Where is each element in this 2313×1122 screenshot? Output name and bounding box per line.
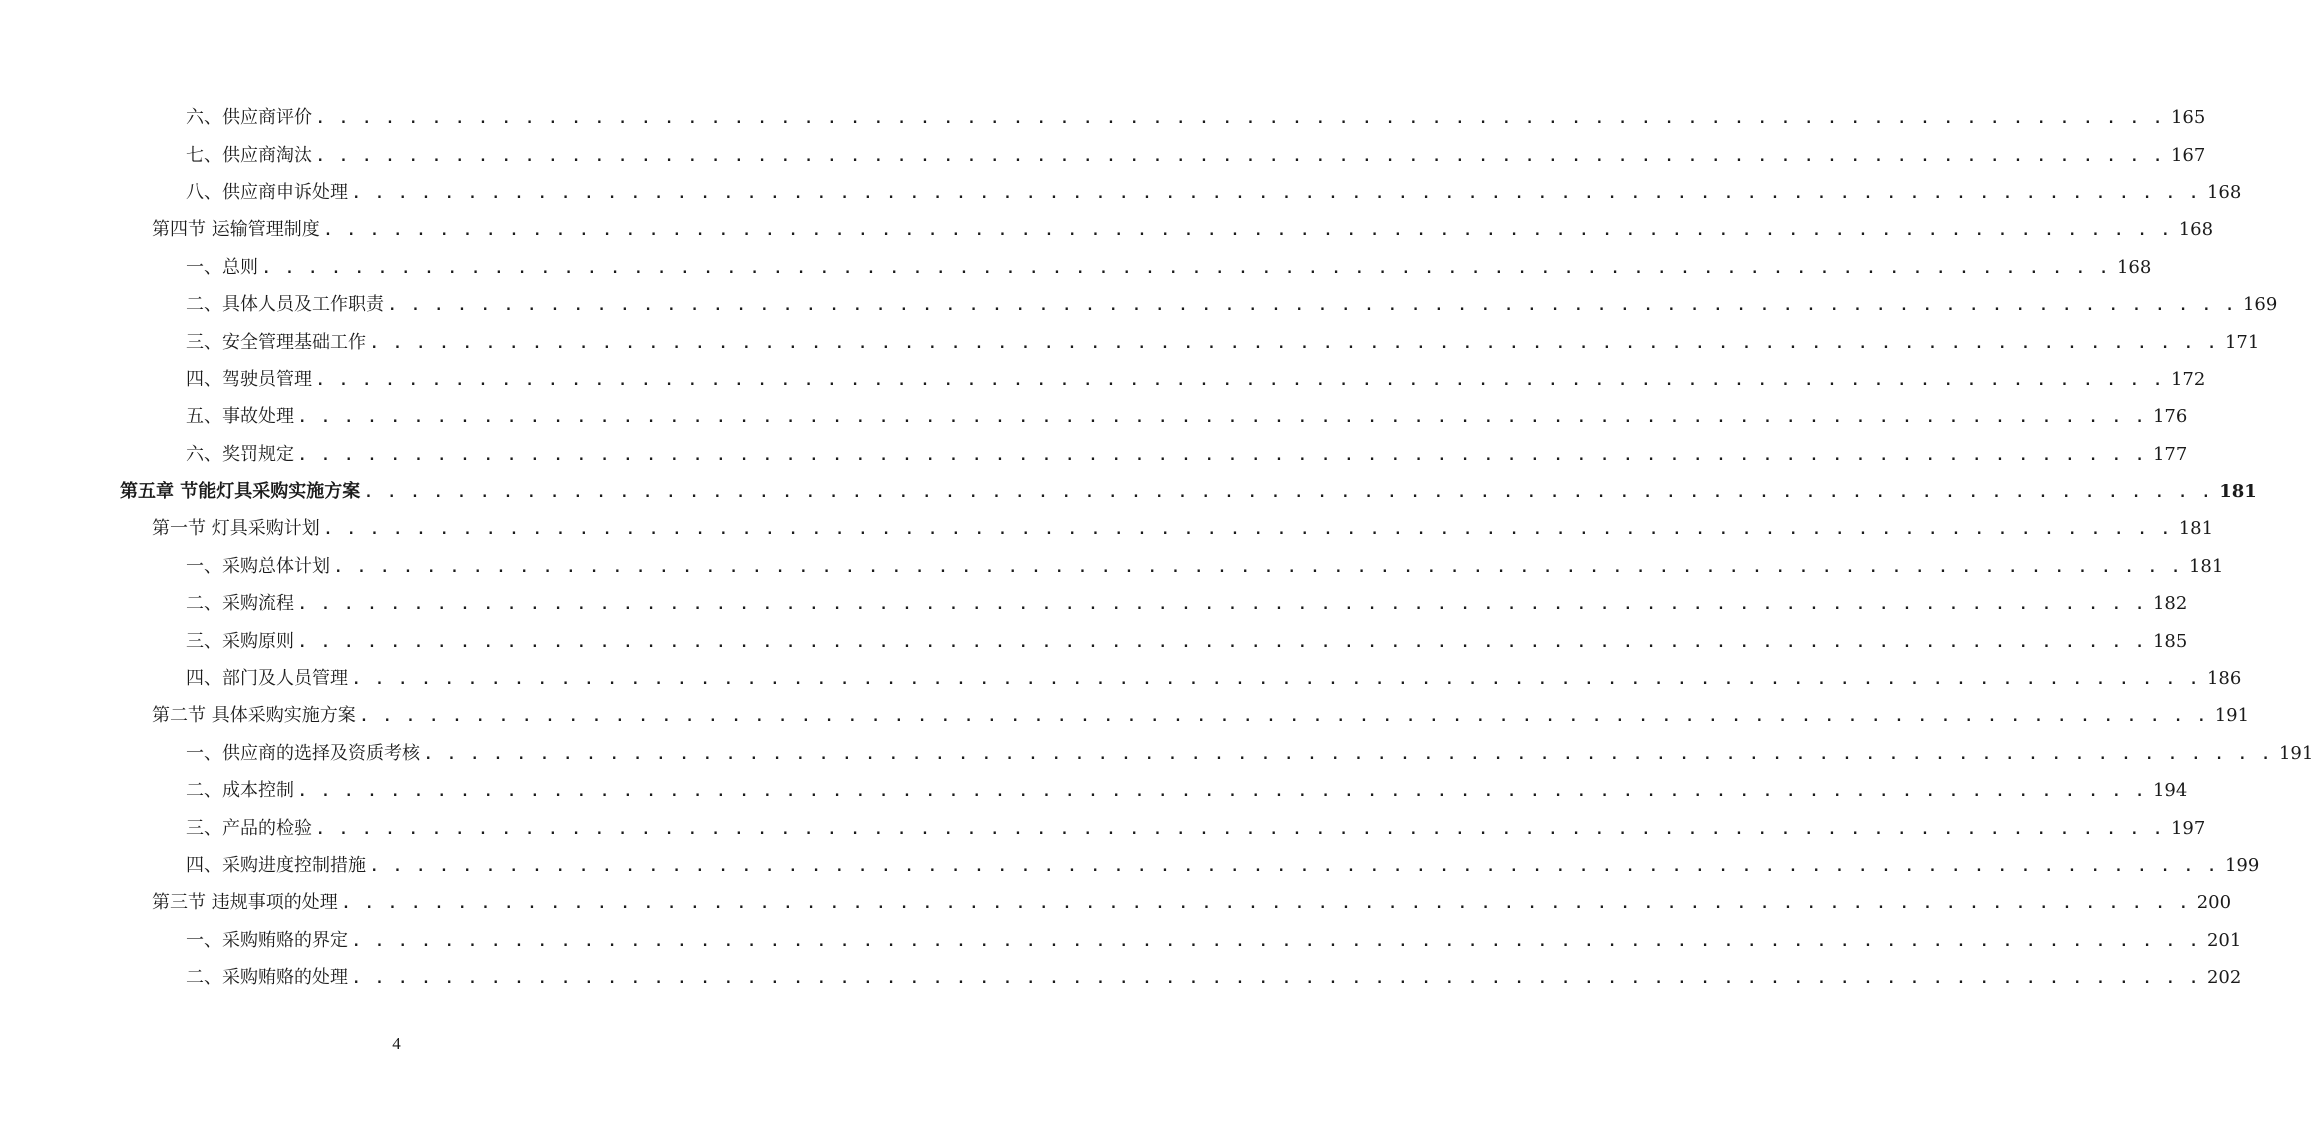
toc-entry-content <box>186 855 2260 878</box>
toc-dot-leader: . . . . . . . . . . . . . . . . . . . . . . . . . . . . . . . . . . . . . . . . . . . . . . . . . . . . . . . . . . . . . . . . . . . . . . . . . . . . . . . . <box>316 372 2165 389</box>
toc-dot-leader: . . . . . . . . . . . . . . . . . . . . . . . . . . . . . . . . . . . . . . . . . . . . . . . . . . . . . . . . . . . . . . . . . . . . . . . . . . . . . . . . <box>298 410 2147 427</box>
toc-entry-content <box>186 817 2206 841</box>
toc-entry-title: 三、产品的检验 <box>186 817 312 839</box>
toc-entry-title: 一、供应商的选择及资质考核 <box>186 742 420 764</box>
toc-dot-leader: . . . . . . . . . . . . . . . . . . . . . . . . . . . . . . . . . . . . . . . . . . . . . . . . . . . . . . . . . . . . . . . . . . . . . . . . . . . . . . . . <box>323 223 2173 240</box>
toc-subsection-entry[interactable] <box>0 773 2188 810</box>
toc-dot-leader: . . . . . . . . . . . . . . . . . . . . . . . . . . . . . . . . . . . . . . . . . . . . . . . . . . . . . . . . . . . . . . . . . . . . . . . . . . . . . . . . <box>424 746 2273 763</box>
toc-entry-title: 第五章 节能灯具采购实施方案 <box>120 481 361 503</box>
toc-subsection-entry[interactable] <box>0 736 2313 773</box>
toc-entry-title: 一、采购总体计划 <box>186 555 330 577</box>
toc-entry-title: 第二节 具体采购实施方案 <box>152 705 356 727</box>
toc-dot-leader: . . . . . . . . . . . . . . . . . . . . . . . . . . . . . . . . . . . . . . . . . . . . . . . . . . . . . . . . . . . . . . . . . . . . . . . . . . . . . . . . <box>334 559 2183 576</box>
toc-entry-page: 181 <box>2219 481 2257 503</box>
toc-entry-page: 165 <box>2170 107 2206 129</box>
toc-subsection-entry[interactable] <box>0 399 2188 436</box>
toc-dot-leader: . . . . . . . . . . . . . . . . . . . . . . . . . . . . . . . . . . . . . . . . . . . . . . . . . . . . . . . . . . . . . . . . . . . . . . . . . . . . . . . . <box>388 298 2237 315</box>
toc-dot-leader: . . . . . . . . . . . . . . . . . . . . . . . . . . . . . . . . . . . . . . . . . . . . . . . . . . . . . . . . . . . . . . . . . . . . . . . . . . . . . . . . <box>316 821 2165 838</box>
toc-subsection-entry[interactable] <box>0 175 2242 212</box>
toc-entry-page: 176 <box>2152 406 2188 428</box>
toc-chapter-entry[interactable] <box>0 474 2257 511</box>
toc-entry-content <box>186 368 2206 392</box>
toc-dot-leader: . . . . . . . . . . . . . . . . . . . . . . . . . . . . . . . . . . . . . . . . . . . . . . . . . . . . . . . . . . . . . . . . . . . . . . . . . . . . . . . . <box>352 971 2201 988</box>
toc-subsection-entry[interactable] <box>0 661 2242 698</box>
toc-entry-content <box>186 406 2188 429</box>
toc-entry-title: 六、供应商评价 <box>186 107 312 129</box>
toc-dot-leader: . . . . . . . . . . . . . . . . . . . . . . . . . . . . . . . . . . . . . . . . . . . . . . . . . . . . . . . . . . . . . . . . . . . . . . . . . . . . . . . . <box>352 672 2201 689</box>
toc-entry-title: 一、总则 <box>186 256 258 278</box>
toc-entry-title: 二、采购流程 <box>186 593 294 615</box>
toc-entry-content <box>152 219 2214 242</box>
toc-entry-content <box>152 705 2250 728</box>
toc-entry-content <box>186 331 2260 355</box>
toc-dot-leader: . . . . . . . . . . . . . . . . . . . . . . . . . . . . . . . . . . . . . . . . . . . . . . . . . . . . . . . . . . . . . . . . . . . . . . . . . . . . . . . . <box>298 634 2147 651</box>
toc-entry-page: 201 <box>2206 929 2242 951</box>
toc-dot-leader: . . . . . . . . . . . . . . . . . . . . . . . . . . . . . . . . . . . . . . . . . . . . . . . . . . . . . . . . . . . . . . . . . . . . . . . . . . . . . . . . <box>352 933 2201 950</box>
toc-subsection-entry[interactable] <box>0 960 2242 997</box>
toc-entry-page: 172 <box>2170 368 2206 390</box>
toc-entry-page: 182 <box>2152 593 2188 615</box>
toc-entry-content <box>186 181 2242 205</box>
toc-entry-title: 六、奖罚规定 <box>186 443 294 465</box>
toc-entry-content <box>186 630 2188 654</box>
toc-dot-leader: . . . . . . . . . . . . . . . . . . . . . . . . . . . . . . . . . . . . . . . . . . . . . . . . . . . . . . . . . . . . . . . . . . . . . . . . . . . . . . . . <box>370 335 2219 352</box>
toc-entry-page: 185 <box>2152 630 2188 652</box>
toc-entry-page: 197 <box>2170 817 2206 839</box>
toc-entry-page: 186 <box>2206 668 2242 690</box>
toc-section-entry[interactable] <box>0 511 2214 548</box>
toc-entry-title: 第三节 违规事项的处理 <box>152 892 338 914</box>
table-of-contents <box>0 100 2313 997</box>
toc-subsection-entry[interactable] <box>0 362 2206 399</box>
toc-subsection-entry[interactable] <box>0 250 2152 287</box>
toc-dot-leader: . . . . . . . . . . . . . . . . . . . . . . . . . . . . . . . . . . . . . . . . . . . . . . . . . . . . . . . . . . . . . . . . . . . . . . . . . . . . . . . . <box>316 148 2165 165</box>
toc-subsection-entry[interactable] <box>0 549 2224 586</box>
toc-subsection-entry[interactable] <box>0 287 2278 324</box>
toc-dot-leader: . . . . . . . . . . . . . . . . . . . . . . . . . . . . . . . . . . . . . . . . . . . . . . . . . . . . . . . . . . . . . . . . . . . . . . . . . . . . . . . . <box>316 111 2165 128</box>
toc-dot-leader: . . . . . . . . . . . . . . . . . . . . . . . . . . . . . . . . . . . . . . . . . . . . . . . . . . . . . . . . . . . . . . . . . . . . . . . . . . . . . . . . <box>364 485 2214 502</box>
toc-dot-leader: . . . . . . . . . . . . . . . . . . . . . . . . . . . . . . . . . . . . . . . . . . . . . . . . . . . . . . . . . . . . . . . . . . . . . . . . . . . . . . . . <box>298 784 2147 801</box>
toc-entry-content <box>152 892 2232 915</box>
toc-entry-page: 194 <box>2152 780 2188 802</box>
toc-dot-leader: . . . . . . . . . . . . . . . . . . . . . . . . . . . . . . . . . . . . . . . . . . . . . . . . . . . . . . . . . . . . . . . . . . . . . . . . . . . . . . . . <box>352 185 2201 202</box>
toc-entry-title: 二、成本控制 <box>186 780 294 802</box>
toc-entry-content <box>186 780 2188 803</box>
toc-section-entry[interactable] <box>0 698 2250 735</box>
toc-entry-page: 169 <box>2242 294 2278 316</box>
toc-entry-content <box>186 967 2242 990</box>
toc-entry-title: 第一节 灯具采购计划 <box>152 518 320 540</box>
toc-entry-page: 200 <box>2196 892 2232 914</box>
page-number: 4 <box>392 1034 401 1053</box>
toc-entry-title: 四、驾驶员管理 <box>186 368 312 390</box>
toc-entry-content <box>152 518 2214 541</box>
toc-entry-page: 202 <box>2206 967 2242 989</box>
toc-entry-content <box>186 294 2278 317</box>
toc-dot-leader: . . . . . . . . . . . . . . . . . . . . . . . . . . . . . . . . . . . . . . . . . . . . . . . . . . . . . . . . . . . . . . . . . . . . . . . . . . . . . . . . <box>262 260 2111 277</box>
toc-subsection-entry[interactable] <box>0 810 2206 847</box>
toc-entry-content <box>186 668 2242 691</box>
toc-entry-title: 三、安全管理基础工作 <box>186 331 366 353</box>
toc-entry-content <box>186 742 2313 766</box>
toc-entry-content <box>186 929 2242 953</box>
toc-entry-page: 168 <box>2206 181 2242 203</box>
toc-entry-page: 168 <box>2116 256 2152 278</box>
toc-entry-title: 四、采购进度控制措施 <box>186 855 366 876</box>
toc-entry-title: 四、部门及人员管理 <box>186 668 348 690</box>
toc-subsection-entry[interactable] <box>0 437 2188 474</box>
toc-entry-content <box>120 481 2257 504</box>
toc-entry-page: 171 <box>2224 331 2260 353</box>
toc-entry-page: 191 <box>2278 742 2313 764</box>
toc-entry-page: 181 <box>2178 518 2214 540</box>
toc-subsection-entry[interactable] <box>0 100 2206 137</box>
toc-entry-page: 167 <box>2170 144 2206 166</box>
toc-subsection-entry[interactable] <box>0 923 2242 960</box>
toc-dot-leader: . . . . . . . . . . . . . . . . . . . . . . . . . . . . . . . . . . . . . . . . . . . . . . . . . . . . . . . . . . . . . . . . . . . . . . . . . . . . . . . . <box>323 522 2173 539</box>
toc-entry-title: 五、事故处理 <box>186 406 294 428</box>
toc-entry-title: 三、采购原则 <box>186 630 294 652</box>
toc-entry-title: 二、采购贿赂的处理 <box>186 967 348 989</box>
toc-entry-page: 199 <box>2224 855 2260 876</box>
toc-entry-title: 八、供应商申诉处理 <box>186 181 348 203</box>
toc-entry-title: 七、供应商淘汰 <box>186 144 312 166</box>
toc-entry-content <box>186 443 2188 467</box>
toc-subsection-entry[interactable] <box>0 623 2188 660</box>
toc-section-entry[interactable] <box>0 885 2232 922</box>
toc-subsection-entry[interactable] <box>0 848 2260 885</box>
toc-entry-content <box>186 256 2152 280</box>
toc-entry-content <box>186 593 2188 616</box>
toc-entry-page: 191 <box>2214 705 2250 727</box>
toc-entry-content <box>186 107 2206 130</box>
toc-section-entry[interactable] <box>0 212 2214 249</box>
toc-entry-page: 177 <box>2152 443 2188 465</box>
toc-entry-content <box>186 555 2224 579</box>
toc-subsection-entry[interactable] <box>0 586 2188 623</box>
toc-entry-page: 168 <box>2178 219 2214 241</box>
toc-entry-title: 第四节 运输管理制度 <box>152 219 320 241</box>
toc-subsection-entry[interactable] <box>0 324 2260 361</box>
toc-dot-leader: . . . . . . . . . . . . . . . . . . . . . . . . . . . . . . . . . . . . . . . . . . . . . . . . . . . . . . . . . . . . . . . . . . . . . . . . . . . . . . . . <box>341 896 2191 913</box>
toc-entry-page: 181 <box>2188 555 2224 577</box>
toc-entry-title: 二、具体人员及工作职责 <box>186 294 384 316</box>
toc-dot-leader: . . . . . . . . . . . . . . . . . . . . . . . . . . . . . . . . . . . . . . . . . . . . . . . . . . . . . . . . . . . . . . . . . . . . . . . . . . . . . . . . <box>370 859 2219 875</box>
toc-subsection-entry[interactable] <box>0 137 2206 174</box>
toc-entry-content <box>186 144 2206 168</box>
toc-dot-leader: . . . . . . . . . . . . . . . . . . . . . . . . . . . . . . . . . . . . . . . . . . . . . . . . . . . . . . . . . . . . . . . . . . . . . . . . . . . . . . . . <box>298 597 2147 614</box>
toc-dot-leader: . . . . . . . . . . . . . . . . . . . . . . . . . . . . . . . . . . . . . . . . . . . . . . . . . . . . . . . . . . . . . . . . . . . . . . . . . . . . . . . . <box>359 709 2209 726</box>
toc-entry-title: 一、采购贿赂的界定 <box>186 929 348 951</box>
toc-dot-leader: . . . . . . . . . . . . . . . . . . . . . . . . . . . . . . . . . . . . . . . . . . . . . . . . . . . . . . . . . . . . . . . . . . . . . . . . . . . . . . . . <box>298 447 2147 464</box>
